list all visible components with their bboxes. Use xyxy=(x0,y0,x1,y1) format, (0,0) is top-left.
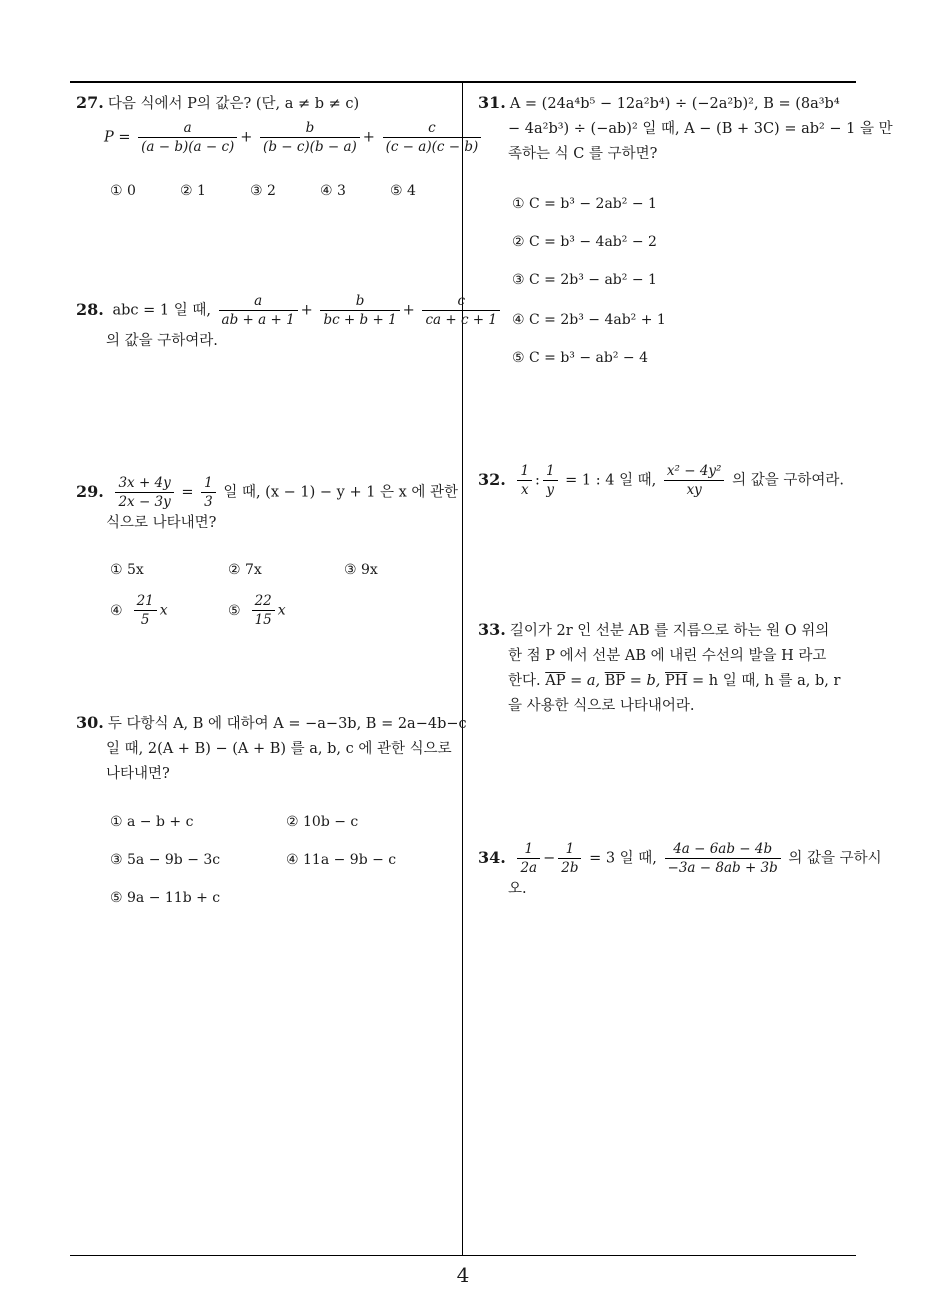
fraction: $\frac{21}{5}$ xyxy=(134,592,157,629)
question-text-2: − 4a²b³) ÷ (−ab)² 일 때, A − (B + 3C) = ab² − 1 을 만 xyxy=(508,121,893,137)
question-text-3: 한다. $\overline{AP} = a$, $\overline{BP} = b$, $\overline{PH} = h$ 일 때, h 를 a, b, r xyxy=(508,673,841,689)
question-text: 일 때, (x − 1) − y + 1 은 x 에 관한 xyxy=(223,484,459,501)
option-3[interactable]: ③ 2 xyxy=(250,183,276,199)
fraction: $\frac{1}{2a}$ xyxy=(517,840,540,877)
option-4[interactable]: ④ $\frac{21}{5}$ x xyxy=(110,593,168,628)
fraction: $\frac{3x + 4y}{2x - 3y}$ xyxy=(115,474,173,511)
question-text-2: 오. xyxy=(508,881,527,897)
top-rule xyxy=(70,81,856,83)
question-text-3: 나타내면? xyxy=(106,766,170,782)
fraction: $\frac{a}{ab + a + 1}$ xyxy=(219,292,298,329)
option-3[interactable]: ③ 9x xyxy=(344,562,378,578)
question-number: 31. xyxy=(478,93,506,112)
question-text-4: 을 사용한 식으로 나타내어라. xyxy=(508,698,695,714)
fraction: $\frac{c}{ca + c + 1}$ xyxy=(422,292,500,329)
question-text: 다음 식에서 P의 값은? (단, a ≠ b ≠ c) xyxy=(107,96,360,112)
page-number: 4 xyxy=(456,1263,470,1287)
question-34 xyxy=(478,840,882,902)
option-2[interactable]: ② 10b − c xyxy=(286,814,359,830)
option-2[interactable]: ② 1 xyxy=(180,183,206,199)
question-number: 30. xyxy=(76,713,104,732)
ratio-colon: : xyxy=(535,472,540,489)
option-4[interactable]: ④ 11a − 9b − c xyxy=(286,852,397,868)
option-2[interactable]: ② 7x xyxy=(228,562,262,578)
fraction: $\frac{a}{(a - b)(a - c)}$ xyxy=(138,119,237,156)
option-5[interactable]: ⑤ C = b³ − ab² − 4 xyxy=(512,350,649,366)
ratio-condition: = 1 : 4 일 때, xyxy=(565,472,657,489)
option-5[interactable]: ⑤ 9a − 11b + c xyxy=(110,890,221,906)
segment-ap: $\overline{AP}$ xyxy=(545,673,566,689)
question-text: 의 값을 구하여라. xyxy=(106,333,218,349)
segment-bp: $\overline{BP}$ xyxy=(604,673,626,689)
fraction: $\frac{\text{x² − 4y²}}{xy}$ xyxy=(664,462,725,499)
fraction: $\frac{b}{(b - c)(b - a)}$ xyxy=(260,119,360,156)
question-text: A = (24a⁴b⁵ − 12a²b⁴) ÷ (−2a²b)², B = (8a³b⁴ xyxy=(509,96,840,112)
fraction: $\frac{1}{y}$ xyxy=(543,462,558,499)
option-5[interactable]: ⑤ $\frac{22}{15}$ x xyxy=(228,593,286,628)
question-number: 28. xyxy=(76,299,104,319)
option-1[interactable]: ① 0 xyxy=(110,183,136,199)
question-condition: = 3 일 때, xyxy=(589,850,657,867)
equals-sign: = xyxy=(181,484,194,501)
option-2[interactable]: ② C = b³ − 4ab² − 2 xyxy=(512,234,657,250)
question-number: 34. xyxy=(478,847,506,867)
column-divider xyxy=(462,82,463,1256)
question-33 xyxy=(478,617,863,719)
fraction: $\frac{1}{x}$ xyxy=(517,462,532,499)
question-text-2: 일 때, 2(A + B) − (A + B) 를 a, b, c 에 관한 식으로 xyxy=(106,741,452,757)
question-number: 32. xyxy=(478,469,506,489)
fraction: $\frac{4a - 6ab - 4b}{-3a - 8ab + 3b}$ xyxy=(665,840,781,877)
question-29 xyxy=(76,474,459,536)
fraction: $\frac{1}{3}$ xyxy=(201,474,216,511)
question-31 xyxy=(478,90,893,167)
question-30 xyxy=(76,710,467,787)
bottom-rule xyxy=(70,1255,856,1256)
option-1[interactable]: ① 5x xyxy=(110,562,144,578)
equation-lhs: P = xyxy=(104,129,131,146)
question-condition: abc = 1 일 때, xyxy=(112,302,211,319)
option-4[interactable]: ④ 3 xyxy=(320,183,346,199)
fraction: $\frac{1}{2b}$ xyxy=(558,840,581,877)
question-number: 27. xyxy=(76,93,104,112)
question-text: 두 다항식 A, B 에 대하여 A = −a−3b, B = 2a−4b−c xyxy=(107,716,467,732)
question-32 xyxy=(478,462,863,499)
question-27: 27. 다음 식에서 P의 값은? (단, a ≠ b ≠ c) P = $\frac{a}{(a - b)(a - c)}$ + $\frac{b}{(b - c)(b - a)}$ + $\frac{c}{(c - a)(c - b)}$ xyxy=(76,90,456,156)
minus-sign: − xyxy=(543,850,556,867)
question-28: 28. abc = 1 일 때, $\frac{a}{ab + a + 1}$ + $\frac{b}{bc + b + 1}$ + $\frac{c}{ca + c + 1}$ 의 값을 구하여라. xyxy=(76,292,456,354)
option-1[interactable]: ① C = b³ − 2ab² − 1 xyxy=(512,196,657,212)
fraction: $\frac{b}{bc + b + 1}$ xyxy=(320,292,399,329)
option-3[interactable]: ③ 5a − 9b − 3c xyxy=(110,852,221,868)
question-text-2: 한 점 P 에서 선분 AB 에 내린 수선의 발을 H 라고 xyxy=(508,648,827,664)
option-3[interactable]: ③ C = 2b³ − ab² − 1 xyxy=(512,272,657,288)
question-text: 의 값을 구하여라. xyxy=(732,472,844,489)
question-number: 33. xyxy=(478,620,506,639)
option-1[interactable]: ① a − b + c xyxy=(110,814,194,830)
question-text: 의 값을 구하시 xyxy=(788,850,882,867)
fraction: $\frac{22}{15}$ xyxy=(252,592,275,629)
segment-ph: $\overline{PH}$ xyxy=(665,673,688,689)
question-number: 29. xyxy=(76,481,104,501)
option-4[interactable]: ④ C = 2b³ − 4ab² + 1 xyxy=(512,312,666,328)
question-text-2: 식으로 나타내면? xyxy=(106,515,217,531)
question-text-3: 족하는 식 C 를 구하면? xyxy=(508,146,658,162)
option-5[interactable]: ⑤ 4 xyxy=(390,183,416,199)
fraction: $\frac{c}{(c - a)(c - b)}$ xyxy=(383,119,482,156)
question-text: 길이가 2r 인 선분 AB 를 지름으로 하는 원 O 위의 xyxy=(509,623,830,639)
